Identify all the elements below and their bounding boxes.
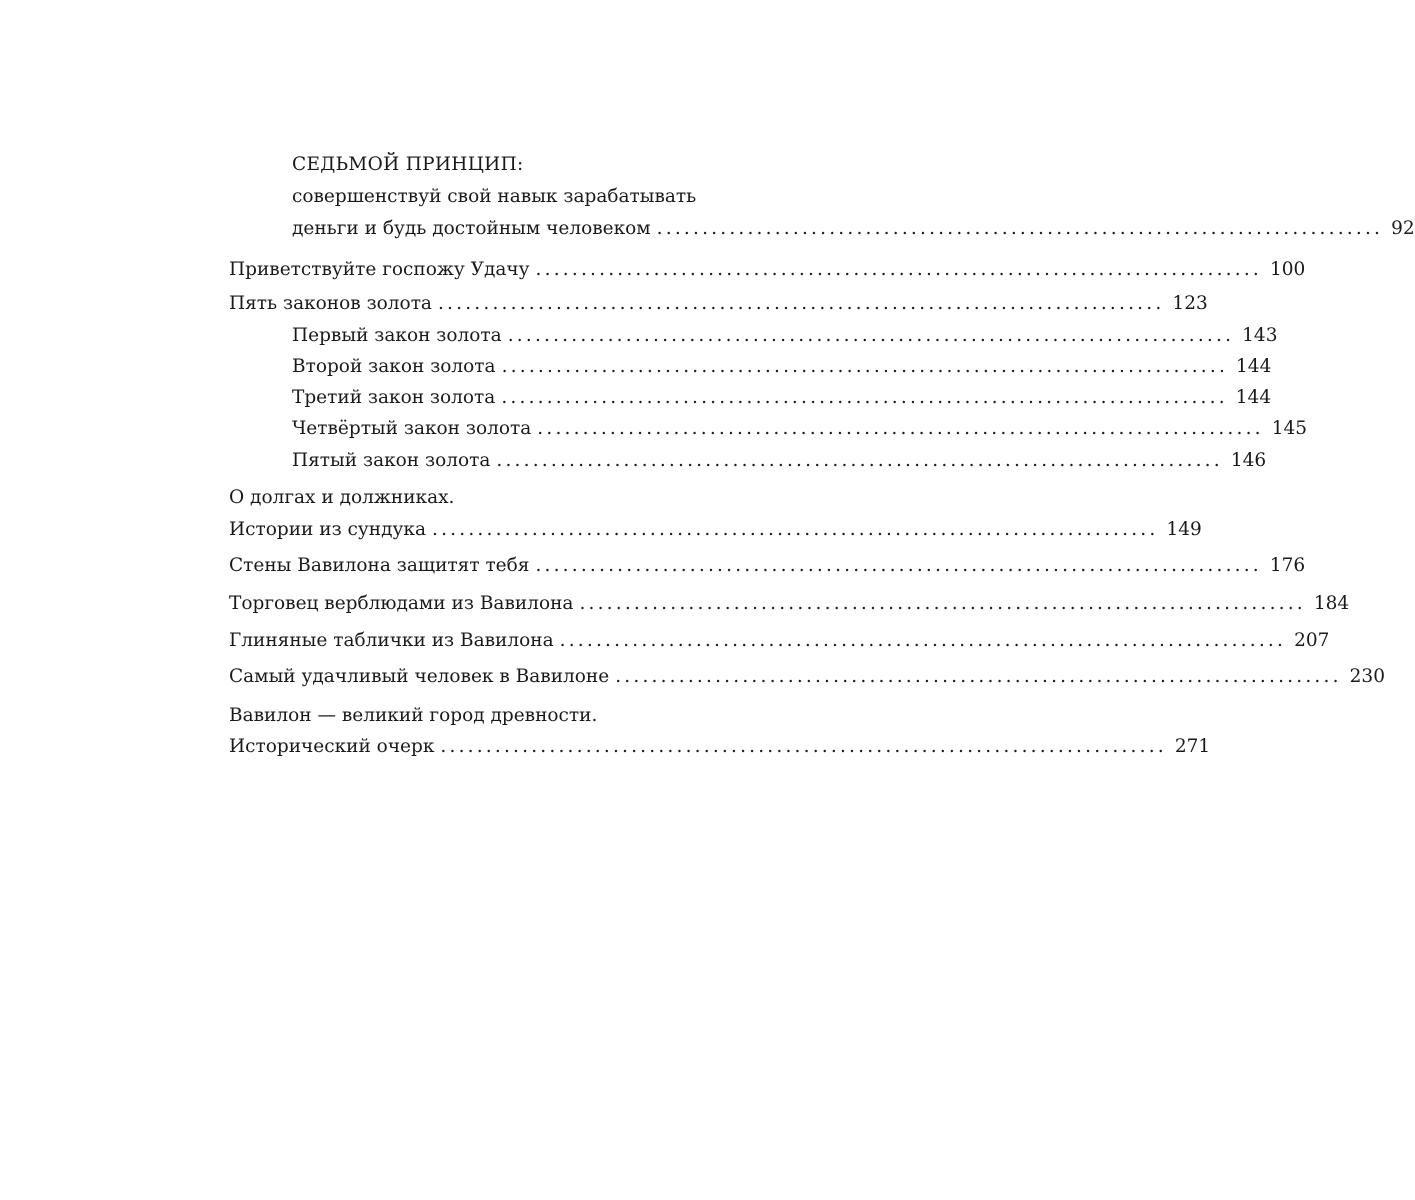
leader-dots: ................................................................................ — [579, 593, 1306, 614]
toc-entry[interactable] — [292, 323, 1278, 349]
toc-entry[interactable] — [229, 517, 1202, 543]
toc-entry[interactable] — [292, 385, 1272, 411]
toc-entry-page: 230 — [1349, 666, 1385, 687]
leader-dots: ................................................................................ — [615, 666, 1342, 687]
leader-dots: ................................................................................ — [535, 555, 1262, 576]
toc-subtitle-line: совершенствуй свой навык зарабатывать — [292, 186, 697, 207]
toc-entry-page: 143 — [1242, 325, 1278, 346]
toc-entry[interactable] — [229, 553, 1306, 579]
leader-dots: ................................................................................ — [501, 387, 1228, 408]
leader-dots: ................................................................................ — [440, 736, 1167, 757]
toc-subtitle-line: О долгах и должниках. — [229, 487, 455, 508]
toc-entry-title: Приветствуйте госпожу Удачу — [229, 259, 530, 280]
toc-entry-page: 149 — [1166, 519, 1202, 540]
toc-entry[interactable] — [292, 216, 1415, 242]
toc-entry-title: Самый удачливый человек в Вавилоне — [229, 666, 610, 687]
toc-entry-page: 123 — [1172, 293, 1208, 314]
toc-entry[interactable] — [229, 628, 1330, 654]
leader-dots: ................................................................................ — [437, 293, 1165, 314]
toc-entry-title: Исторический очерк — [229, 736, 435, 757]
toc-entry[interactable] — [229, 257, 1306, 283]
leader-dots: ................................................................................ — [537, 418, 1264, 439]
toc-entry[interactable] — [292, 354, 1272, 380]
leader-dots: ................................................................................ — [501, 356, 1229, 377]
toc-entry-page: 92 — [1391, 218, 1415, 239]
toc-subtitle-line: Вавилон — великий город древности. — [229, 705, 598, 726]
toc-heading-seventh-principle: СЕДЬМОЙ ПРИНЦИП: — [292, 154, 524, 175]
leader-dots: ................................................................................ — [432, 519, 1159, 540]
toc-entry-title: Глиняные таблички из Вавилона — [229, 630, 554, 651]
toc-entry-page: 207 — [1294, 630, 1330, 651]
leader-dots: ................................................................................ — [656, 218, 1384, 239]
toc-entry-title: Пятый закон золота — [292, 450, 491, 471]
toc-entry[interactable] — [229, 291, 1208, 317]
toc-entry-page: 145 — [1271, 418, 1308, 439]
toc-entry-title: Первый закон золота — [292, 325, 502, 346]
leader-dots: ................................................................................ — [496, 450, 1223, 471]
leader-dots: ................................................................................ — [507, 325, 1235, 346]
toc-entry[interactable] — [292, 416, 1308, 442]
toc-entry-title: Второй закон золота — [292, 356, 496, 377]
toc-entry-title: Четвёртый закон золота — [292, 418, 532, 439]
leader-dots: ................................................................................ — [559, 630, 1287, 651]
toc-entry[interactable] — [229, 734, 1211, 760]
toc-entry-page: 146 — [1230, 450, 1267, 471]
toc-entry-title: Торговец верблюдами из Вавилона — [229, 593, 574, 614]
toc-entry-page: 271 — [1174, 736, 1211, 757]
toc-entry-title: Третий закон золота — [292, 387, 496, 408]
leader-dots: ................................................................................ — [535, 259, 1262, 280]
toc-entry-page: 144 — [1236, 356, 1272, 377]
toc-entry[interactable] — [229, 664, 1385, 690]
toc-entry-title: Истории из сундука — [229, 519, 426, 540]
toc-entry-page: 100 — [1270, 259, 1306, 280]
toc-entry[interactable] — [229, 591, 1350, 617]
toc-entry-title: Пять законов золота — [229, 293, 432, 314]
toc-entry-title: Стены Вавилона защитят тебя — [229, 555, 530, 576]
toc-entry-page: 144 — [1235, 387, 1272, 408]
toc-entry-page: 184 — [1313, 593, 1350, 614]
toc-entry[interactable] — [292, 448, 1267, 474]
toc-entry-title: деньги и будь достойным человеком — [292, 218, 651, 239]
toc-entry-page: 176 — [1269, 555, 1306, 576]
